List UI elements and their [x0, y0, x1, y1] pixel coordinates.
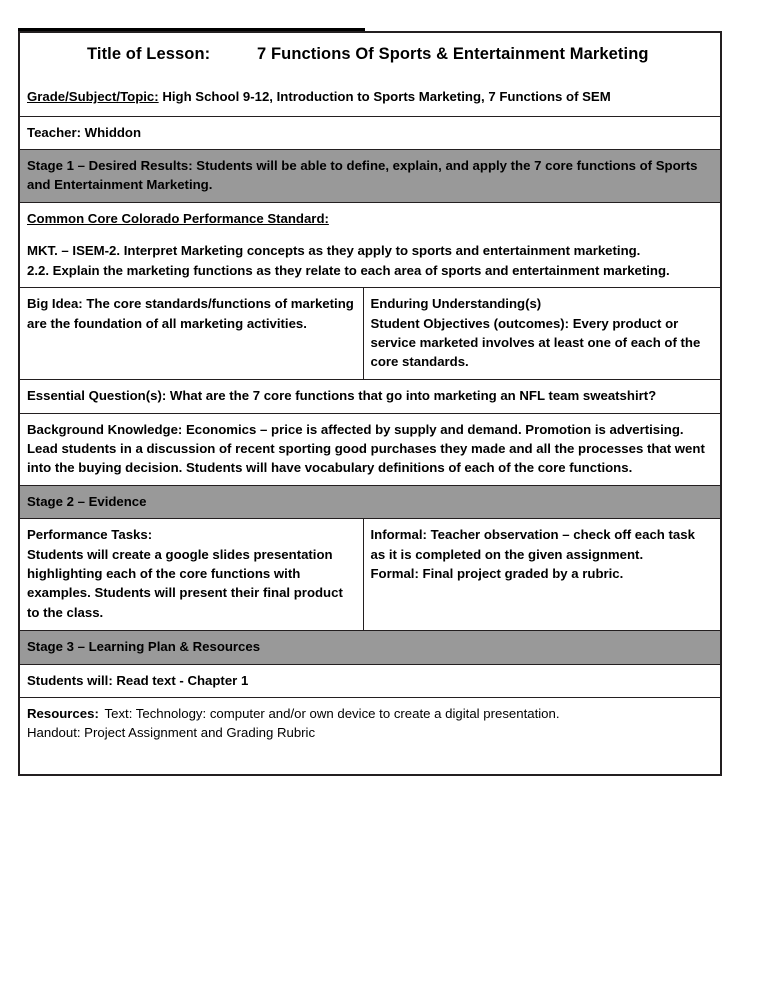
performance-tasks-body: Students will create a google slides presentation highlighting each of the core functions with examples. Students will present their final product to the class.: [27, 546, 343, 620]
standard-line-2: 2.2. Explain the marketing functions as they relate to each area of sports and entertainment marketing.: [27, 262, 670, 278]
table-row-essential-question: [19, 380, 721, 413]
resources-cell: [19, 697, 721, 775]
resources-label: Resources:: [27, 705, 99, 721]
standard-line-1: MKT. – ISEM-2. Interpret Marketing concepts as they apply to sports and entertainment marketing.: [27, 243, 641, 259]
big-idea-cell: Big Idea: The core standards/functions of marketing are the foundation of all marketing activities.: [19, 288, 363, 380]
table-row-bigidea-enduring: [19, 288, 721, 380]
resources-line-2: Handout: Project Assignment and Grading Rubric: [27, 725, 316, 741]
title-label: Title of Lesson:: [87, 45, 211, 63]
table-row-students-will: [19, 664, 721, 697]
formal-evidence: Formal: Final project graded by a rubric.: [370, 565, 624, 581]
enduring-line-2: Student Objectives (outcomes): Every product or service marketed involves at least one of each of the core standards.: [370, 315, 701, 370]
table-row-performance: [19, 519, 721, 631]
performance-tasks-heading: Performance Tasks:: [27, 527, 153, 543]
stage3-cell: Stage 3 – Learning Plan & Resources: [19, 631, 721, 664]
evidence-cell: [363, 519, 721, 631]
title-cell: [19, 32, 721, 77]
grade-value: High School 9-12, Introduction to Sports Marketing, 7 Functions of SEM: [162, 89, 611, 105]
performance-tasks-cell: [19, 519, 363, 631]
standard-cell: [19, 202, 721, 287]
table-row-resources: [19, 697, 721, 775]
essential-question-cell: Essential Question(s): What are the 7 core functions that go into marketing an NFL team sweatshirt?: [19, 380, 721, 413]
standard-heading: Common Core Colorado Performance Standard:: [27, 210, 329, 226]
stage1-cell: Stage 1 – Desired Results: Students will be able to define, explain, and apply the 7 core functions of Sports and Entertainment Marketing.: [19, 150, 721, 203]
table-row-stage2: [19, 485, 721, 518]
students-will-cell: Students will: Read text - Chapter 1: [19, 664, 721, 697]
teacher-cell: Teacher: Whiddon: [19, 116, 721, 149]
informal-evidence: Informal: Teacher observation – check off each task as it is completed on the given assignment.: [370, 527, 695, 562]
table-row-stage3: [19, 631, 721, 664]
title-value: 7 Functions Of Sports & Entertainment Marketing: [257, 45, 649, 63]
table-row-title: [19, 32, 721, 77]
enduring-line-1: Enduring Understanding(s): [370, 296, 542, 312]
grade-label: Grade/Subject/Topic:: [27, 89, 159, 105]
table-row-standard: [19, 202, 721, 287]
enduring-understanding-cell: [363, 288, 721, 380]
table-row-teacher: [19, 116, 721, 149]
stage2-cell: Stage 2 – Evidence: [19, 485, 721, 518]
resources-line-1: [27, 704, 713, 723]
background-knowledge-cell: Background Knowledge: Economics – price is affected by supply and demand. Promotion is advertising. Lead students in a discussion of recent sporting good purchases they made and all the processes that went into the buying decision. Students will have vocabulary definitions of each of the core functions.: [19, 413, 721, 485]
table-row-stage1: [19, 150, 721, 203]
page-title: [27, 42, 713, 66]
table-row-grade: [19, 77, 721, 116]
resources-text-1: Text: Technology: computer and/or own device to create a digital presentation.: [104, 705, 560, 721]
lesson-plan-table: [18, 31, 722, 776]
grade-cell: [19, 77, 721, 116]
table-row-background: [19, 413, 721, 485]
standard-spacer: [27, 228, 713, 241]
